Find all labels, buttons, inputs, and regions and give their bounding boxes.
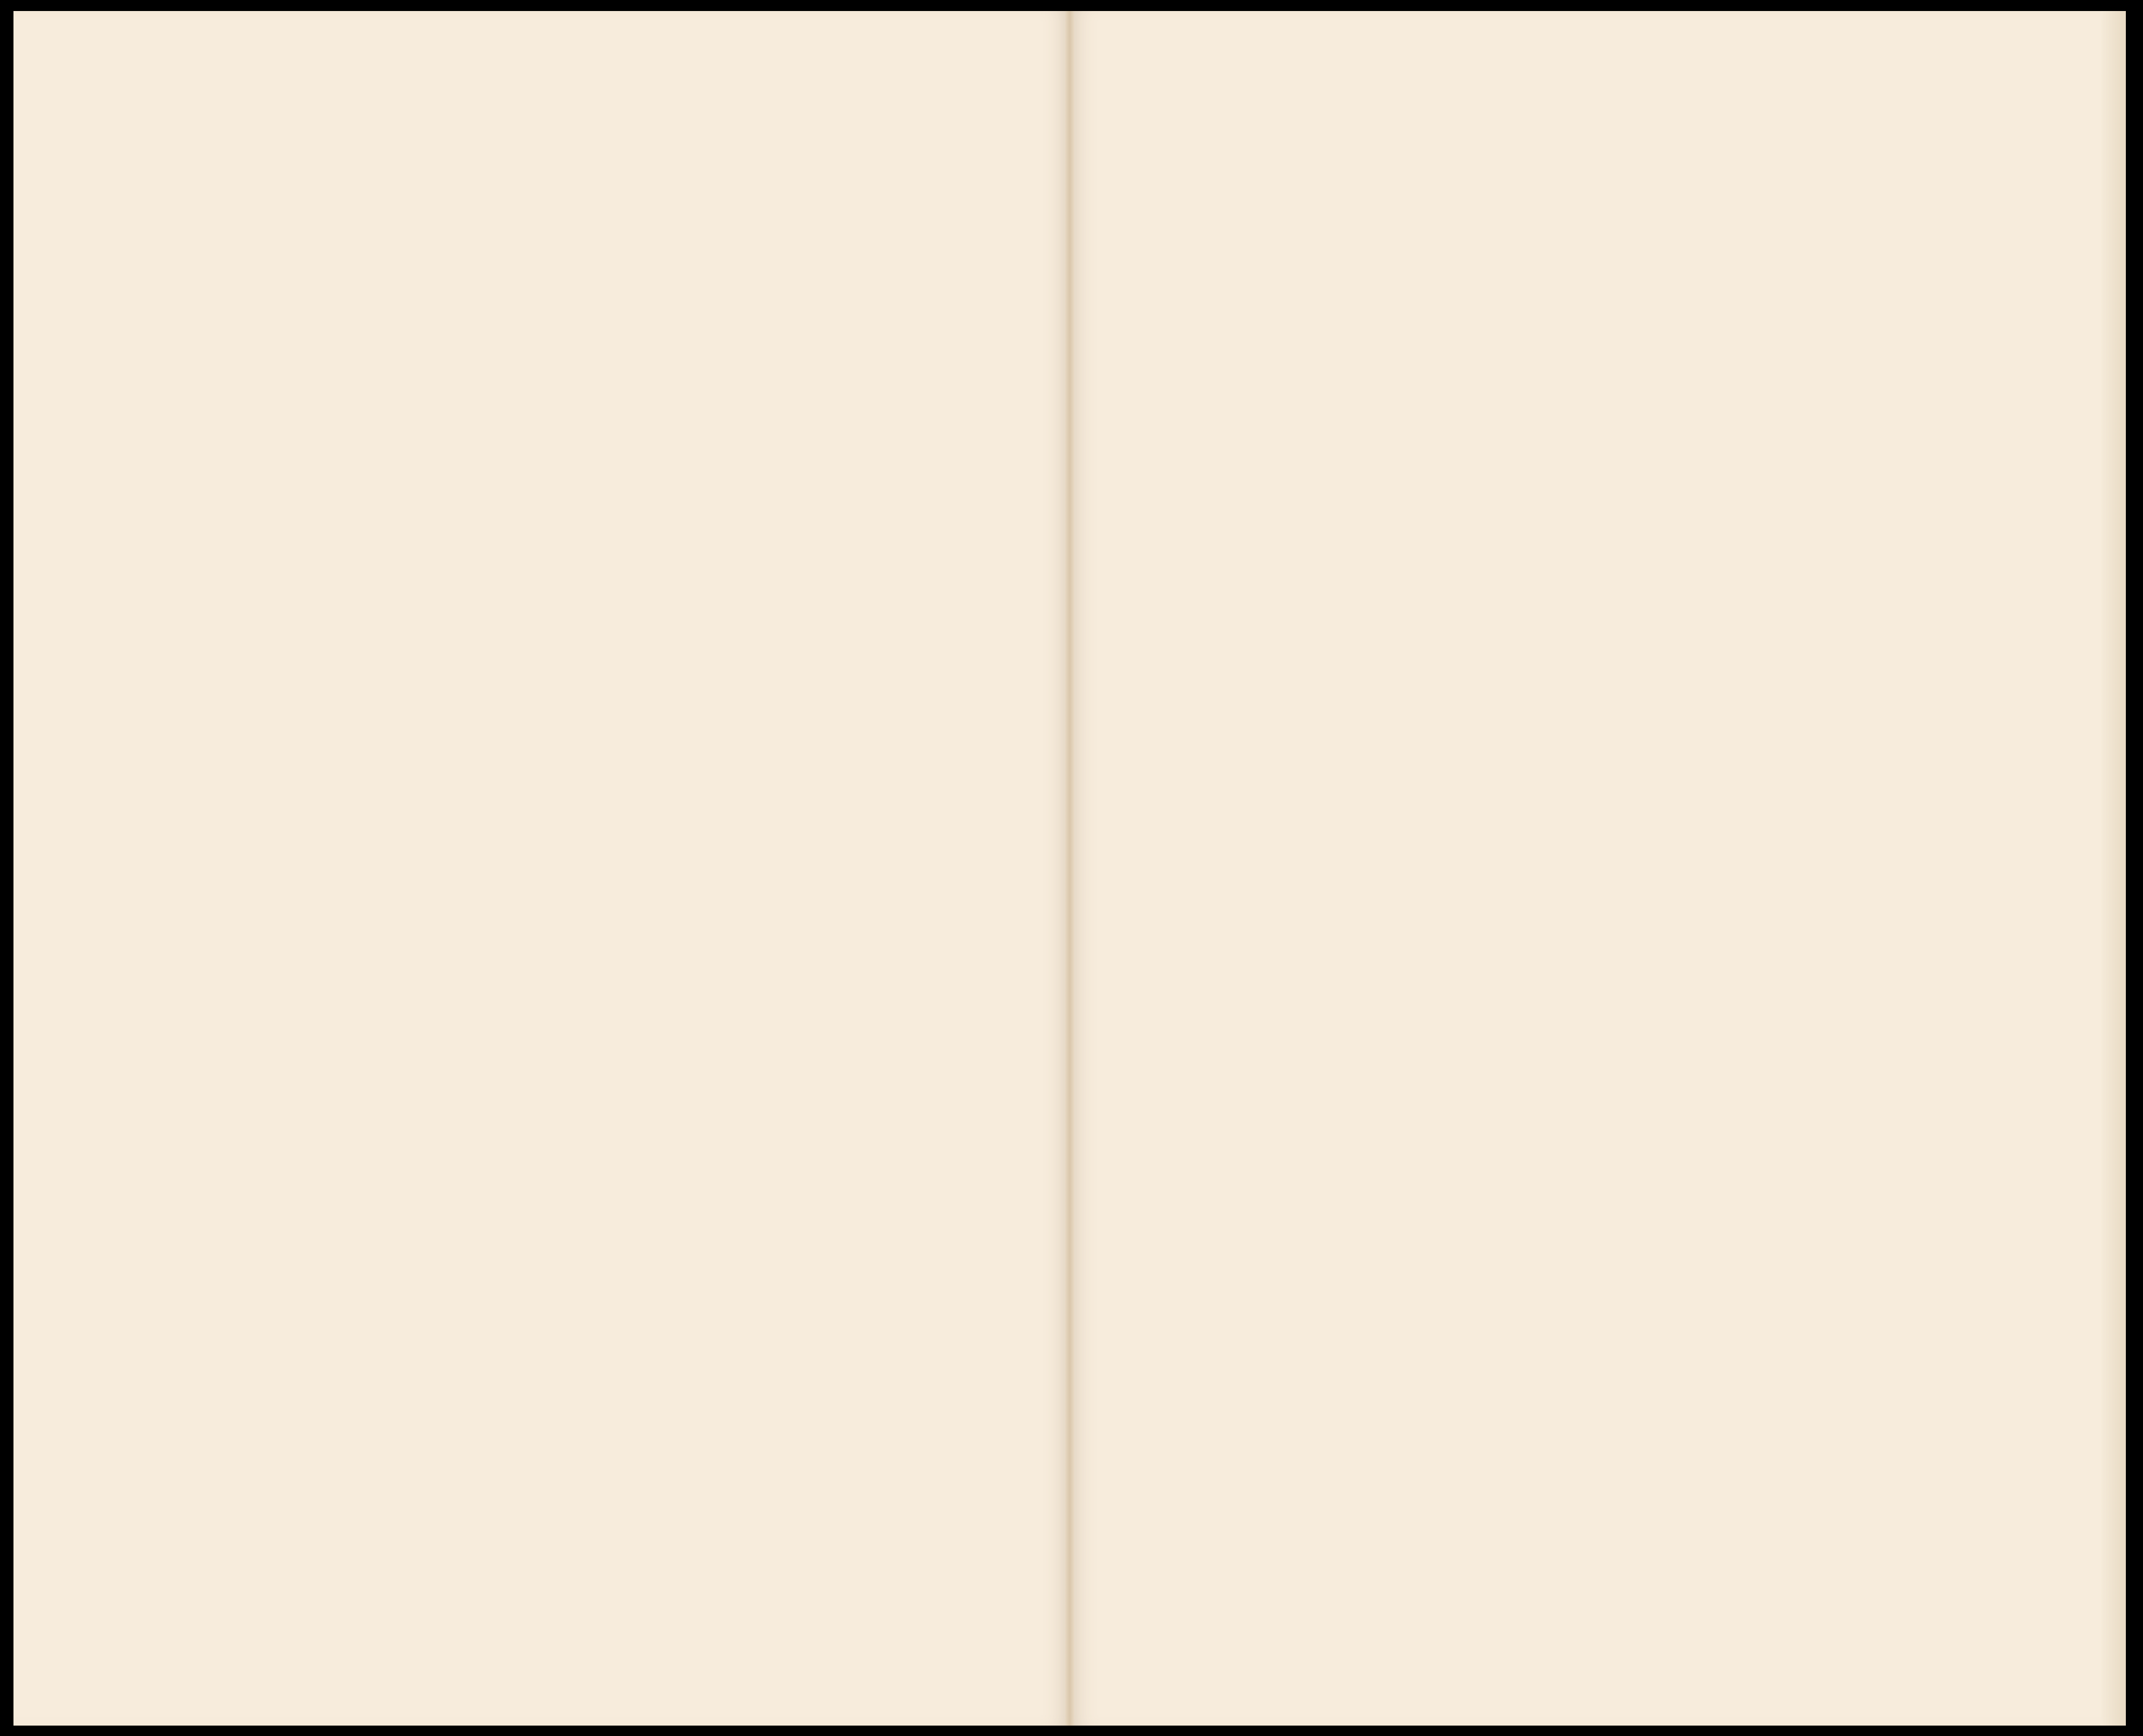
register-book [13,11,2126,1726]
right-page [1070,11,2126,1726]
page-edge [2101,11,2126,1726]
book-gutter [1065,11,1074,1726]
left-page [13,11,1070,1726]
